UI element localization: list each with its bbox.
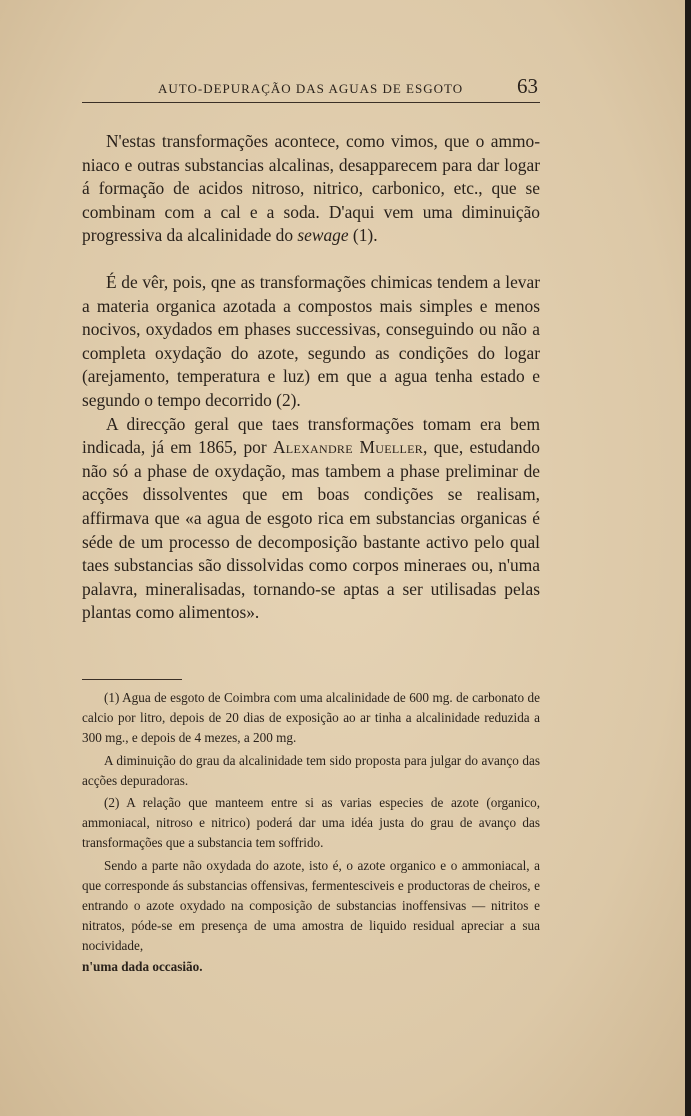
running-header xyxy=(82,76,540,103)
paragraph-3 xyxy=(82,413,540,625)
footnotes xyxy=(82,688,540,977)
paragraph-3-text: A direcção geral que taes transformações tomam era bem indicada, já em 1865, por xyxy=(82,413,540,458)
footnote-2-continuation: Sendo a parte não oxydada do azote, isto é, o azote organico e o ammoniacal, a que corresponde ás substancias offensivas, fermentesciveis e productoras de cheiros, e entrando o azote oxydado na composição de substancias inoffensivas — nitritos e nitratos, póde-se em presença de uma amostra de liquido residual apreciar a sua nocividade, xyxy=(82,857,540,954)
author-name: Alexandre Mueller xyxy=(272,437,424,458)
paragraph-2: É de vêr, pois, qne as transformações chimicas tendem a levar a materia organica azotada a compostos mais simples e menos nocivos, oxydados em phases successivas, conseguindo ou não a completa oxydação do azote, segundo as condições do logar (arejamento, temperatura e luz) em que a agua tenha estado e segundo o tempo decorrido (2). xyxy=(82,271,540,410)
footnote-2: (2) A relação que manteem entre si as varias especies de azote (organico, ammoniacal, nitroso e nitrico) poderá dar uma idéa justa do grau de avanço das transformações que a substancia tem soffrido. xyxy=(82,795,540,851)
footnote-1: (1) Agua de esgoto de Coimbra com uma alcalinidade de 600 mg. de carbonato de calcio por litro, depois de 20 dias de exposição ao ar tinha a alcalinidade reduzida a 300 mg., e depois de 4 mezes, a 200 mg. xyxy=(82,690,540,746)
paragraph-1-end: (1). xyxy=(348,225,378,246)
italic-term-sewage: sewage xyxy=(297,225,349,246)
body-text xyxy=(82,130,540,625)
footnote-divider xyxy=(82,679,182,680)
paragraph-1 xyxy=(82,130,540,248)
page-number: 63 xyxy=(517,74,538,98)
paragraph-3-rest: , que, estudando não só a phase de oxydação, mas tambem a phase preliminar de acções dissolventes que em boas condições se realisam, affirmava que «a agua de esgoto rica em substancias organicas é séde de um processo de decomposição bastante activo pelo qual taes substancias são dissolvidas como corpos mineraes ou, n'uma palavra, mineralisadas, tornando-se aptas a ser utilisadas pelas plantas como alimentos». xyxy=(82,437,540,623)
running-title: AUTO-DEPURAÇÃO DAS AGUAS DE ESGOTO xyxy=(158,81,464,96)
footnote-1-continuation: A diminuição do grau da alcalinidade tem sido proposta para julgar do avanço das acções depuradoras. xyxy=(82,752,540,788)
paragraph-1-text: N'estas transformações acontece, como vimos, que o ammoniaco e outras substancias alcalinas, desapparecem para dar logar á formação de acidos nitroso, nitrico, carbonico, etc., que se combinam com a cal e a soda. D'aqui vem uma diminuição progressiva da alcalinidade do xyxy=(82,131,540,246)
footnote-2-last-line: n'uma dada occasião. xyxy=(82,958,203,974)
